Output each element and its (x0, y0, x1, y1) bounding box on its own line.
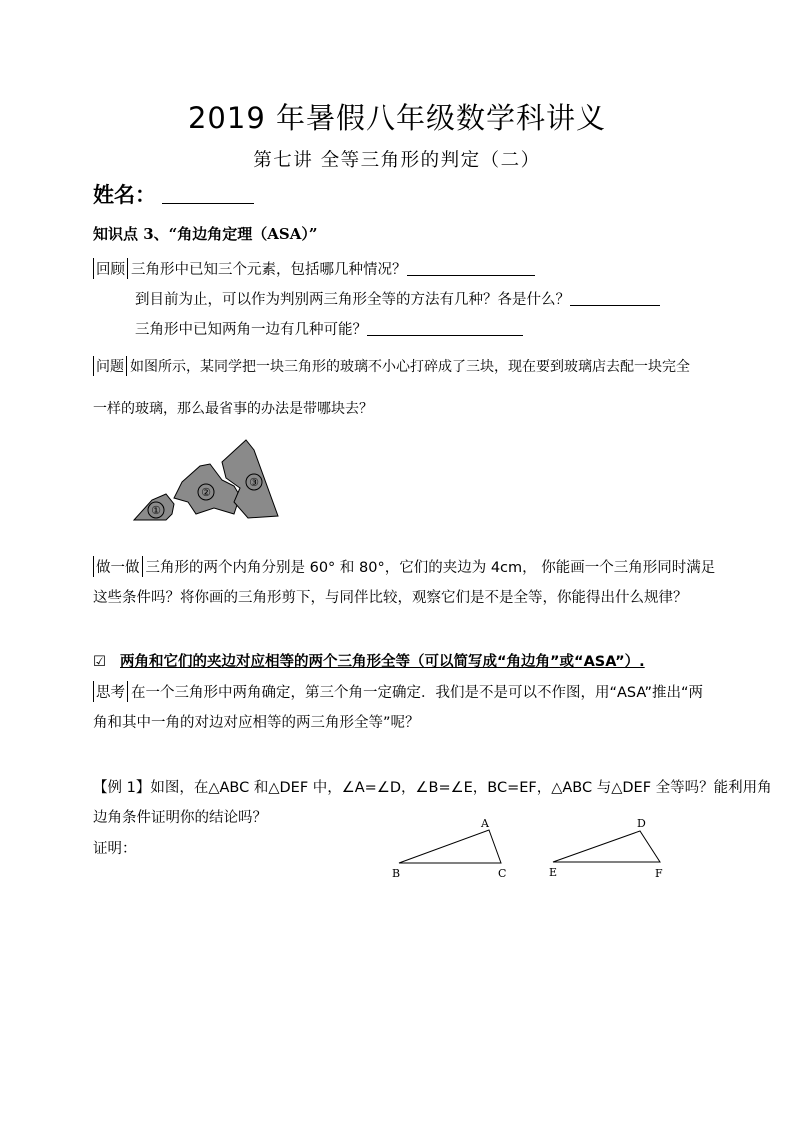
question-tag: 问题 (93, 356, 127, 376)
question-text-2: 一样的玻璃，那么最省事的办法是带哪块去？ (93, 401, 373, 417)
vertex-label-b: B (392, 867, 401, 880)
example-1-text-2: 边角条件证明你的结论吗？ (93, 810, 267, 826)
think-text-2: 角和其中一角的对边对应相等的两三角形全等”呢？ (93, 715, 420, 731)
question-text-1: 如图所示，某同学把一块三角形的玻璃不小心打碎成了三块，现在要到玻璃店去配一块完全 (130, 359, 690, 375)
page-title: 2019 年暑假八年级数学科讲义 (187, 101, 607, 135)
vertex-label-f: F (655, 867, 663, 880)
example-1-text-1: 如图，在△ABC 和△DEF 中，∠A=∠D，∠B=∠E，BC=EF，△ABC 与△DEF 全等吗？能利用角 (150, 780, 772, 796)
vertex-label-c: C (498, 867, 507, 880)
review-answer-blank-2[interactable] (570, 291, 660, 306)
think-line-1 (93, 681, 703, 702)
review-tag: 回顾 (93, 258, 128, 279)
knowledge-point-heading: 知识点 3、“角边角定理（ASA）” (93, 225, 318, 243)
example-1-line-1 (93, 776, 772, 797)
review-answer-blank-1[interactable] (407, 261, 535, 276)
name-field[interactable] (93, 179, 254, 209)
triangle-def[interactable] (553, 831, 660, 862)
try-it-text-1: 三角形的两个内角分别是 60° 和 80°，它们的夹边为 4cm， 你能画一个三角形同时满足 (145, 560, 716, 576)
lecture-subtitle: 第七讲 全等三角形的判定（二） (253, 150, 541, 171)
review-line-1 (93, 258, 535, 279)
asa-rule-text: 两角和它们的夹边对应相等的两个三角形全等（可以简写成“角边角”或“ASA”）. (120, 654, 645, 670)
think-tag: 思考 (93, 681, 128, 702)
review-q2: 到目前为止，可以作为判别两三角形全等的方法有几种？各是什么？ (135, 292, 570, 308)
broken-glass-figure (130, 436, 282, 524)
review-line-2 (135, 288, 660, 309)
piece-1-label: ① (151, 504, 161, 517)
check-icon: ☑ (93, 654, 106, 670)
vertex-label-e: E (549, 866, 558, 879)
name-label: 姓名： (93, 182, 156, 207)
review-line-3 (135, 318, 523, 339)
think-text-1: 在一个三角形中两角确定，第三个角一定确定．我们是不是可以不作图，用“ASA”推出“两 (131, 685, 704, 701)
review-answer-blank-3[interactable] (367, 321, 523, 336)
vertex-label-a: A (481, 817, 489, 830)
triangles-figure (380, 810, 680, 884)
review-q3: 三角形中已知两角一边有几种可能？ (135, 322, 367, 338)
name-blank[interactable] (162, 183, 254, 204)
try-it-text-2: 这些条件吗？将你画的三角形剪下，与同伴比较，观察它们是不是全等，你能得出什么规律？ (93, 590, 688, 606)
try-it-line-1 (93, 556, 715, 577)
question-line-1 (93, 356, 690, 376)
asa-rule (93, 650, 645, 671)
piece-3-label: ③ (249, 476, 259, 489)
piece-2-label: ② (201, 486, 211, 499)
review-q1: 三角形中已知三个元素，包括哪几种情况？ (131, 262, 407, 278)
try-it-tag: 做一做 (93, 556, 143, 577)
proof-label: 证明： (93, 841, 137, 857)
vertex-label-d: D (637, 817, 646, 830)
triangle-abc[interactable] (399, 830, 501, 863)
example-1-tag: 【例 1】 (93, 780, 151, 796)
